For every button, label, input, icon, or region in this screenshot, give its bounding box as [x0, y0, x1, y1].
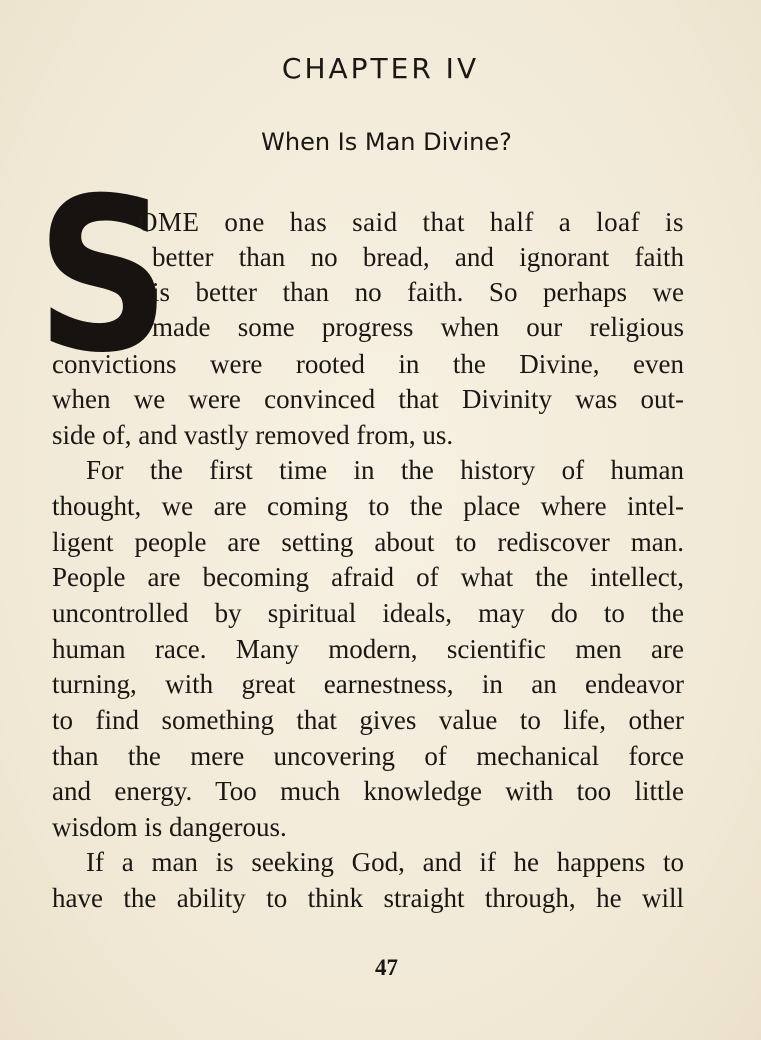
- text-line: and energy. Too much knowledge with too little: [52, 776, 684, 806]
- drop-cap: S: [36, 152, 171, 399]
- text-line: convictions were rooted in the Divine, even: [52, 349, 684, 379]
- chapter-title: When Is Man Divine?: [261, 128, 512, 156]
- page-number: 47: [375, 955, 398, 980]
- text-line: For the first time in the history of human: [86, 455, 684, 485]
- text-line: ligent people are setting about to rediscover man.: [52, 527, 684, 557]
- text-line: If a man is seeking God, and if he happens to: [86, 847, 684, 877]
- text-line: OME one has said that half a loaf is: [138, 207, 684, 237]
- text-line: to find something that gives value to life, other: [52, 705, 684, 735]
- text-line: human race. Many modern, scientific men are: [52, 634, 684, 664]
- text-line: turning, with great earnestness, in an endeavor: [52, 669, 684, 699]
- text-line: side of, and vastly removed from, us.: [52, 420, 454, 450]
- text-line: is better than no faith. So perhaps we: [152, 277, 684, 307]
- text-line: than the mere uncovering of mechanical force: [52, 741, 684, 771]
- text-line: when we were convinced that Divinity was out-: [52, 384, 684, 414]
- text-line: People are becoming afraid of what the intellect,: [52, 562, 684, 592]
- text-line: have the ability to think straight through, he will: [52, 883, 684, 913]
- text-line: thought, we are coming to the place where intel-: [52, 491, 684, 521]
- text-line: better than no bread, and ignorant faith: [152, 242, 684, 272]
- text-line: uncontrolled by spiritual ideals, may do to the: [52, 598, 684, 628]
- text-line: made some progress when our religious: [152, 312, 684, 342]
- chapter-heading: CHAPTER IV: [281, 52, 480, 85]
- text-line: wisdom is dangerous.: [52, 812, 287, 842]
